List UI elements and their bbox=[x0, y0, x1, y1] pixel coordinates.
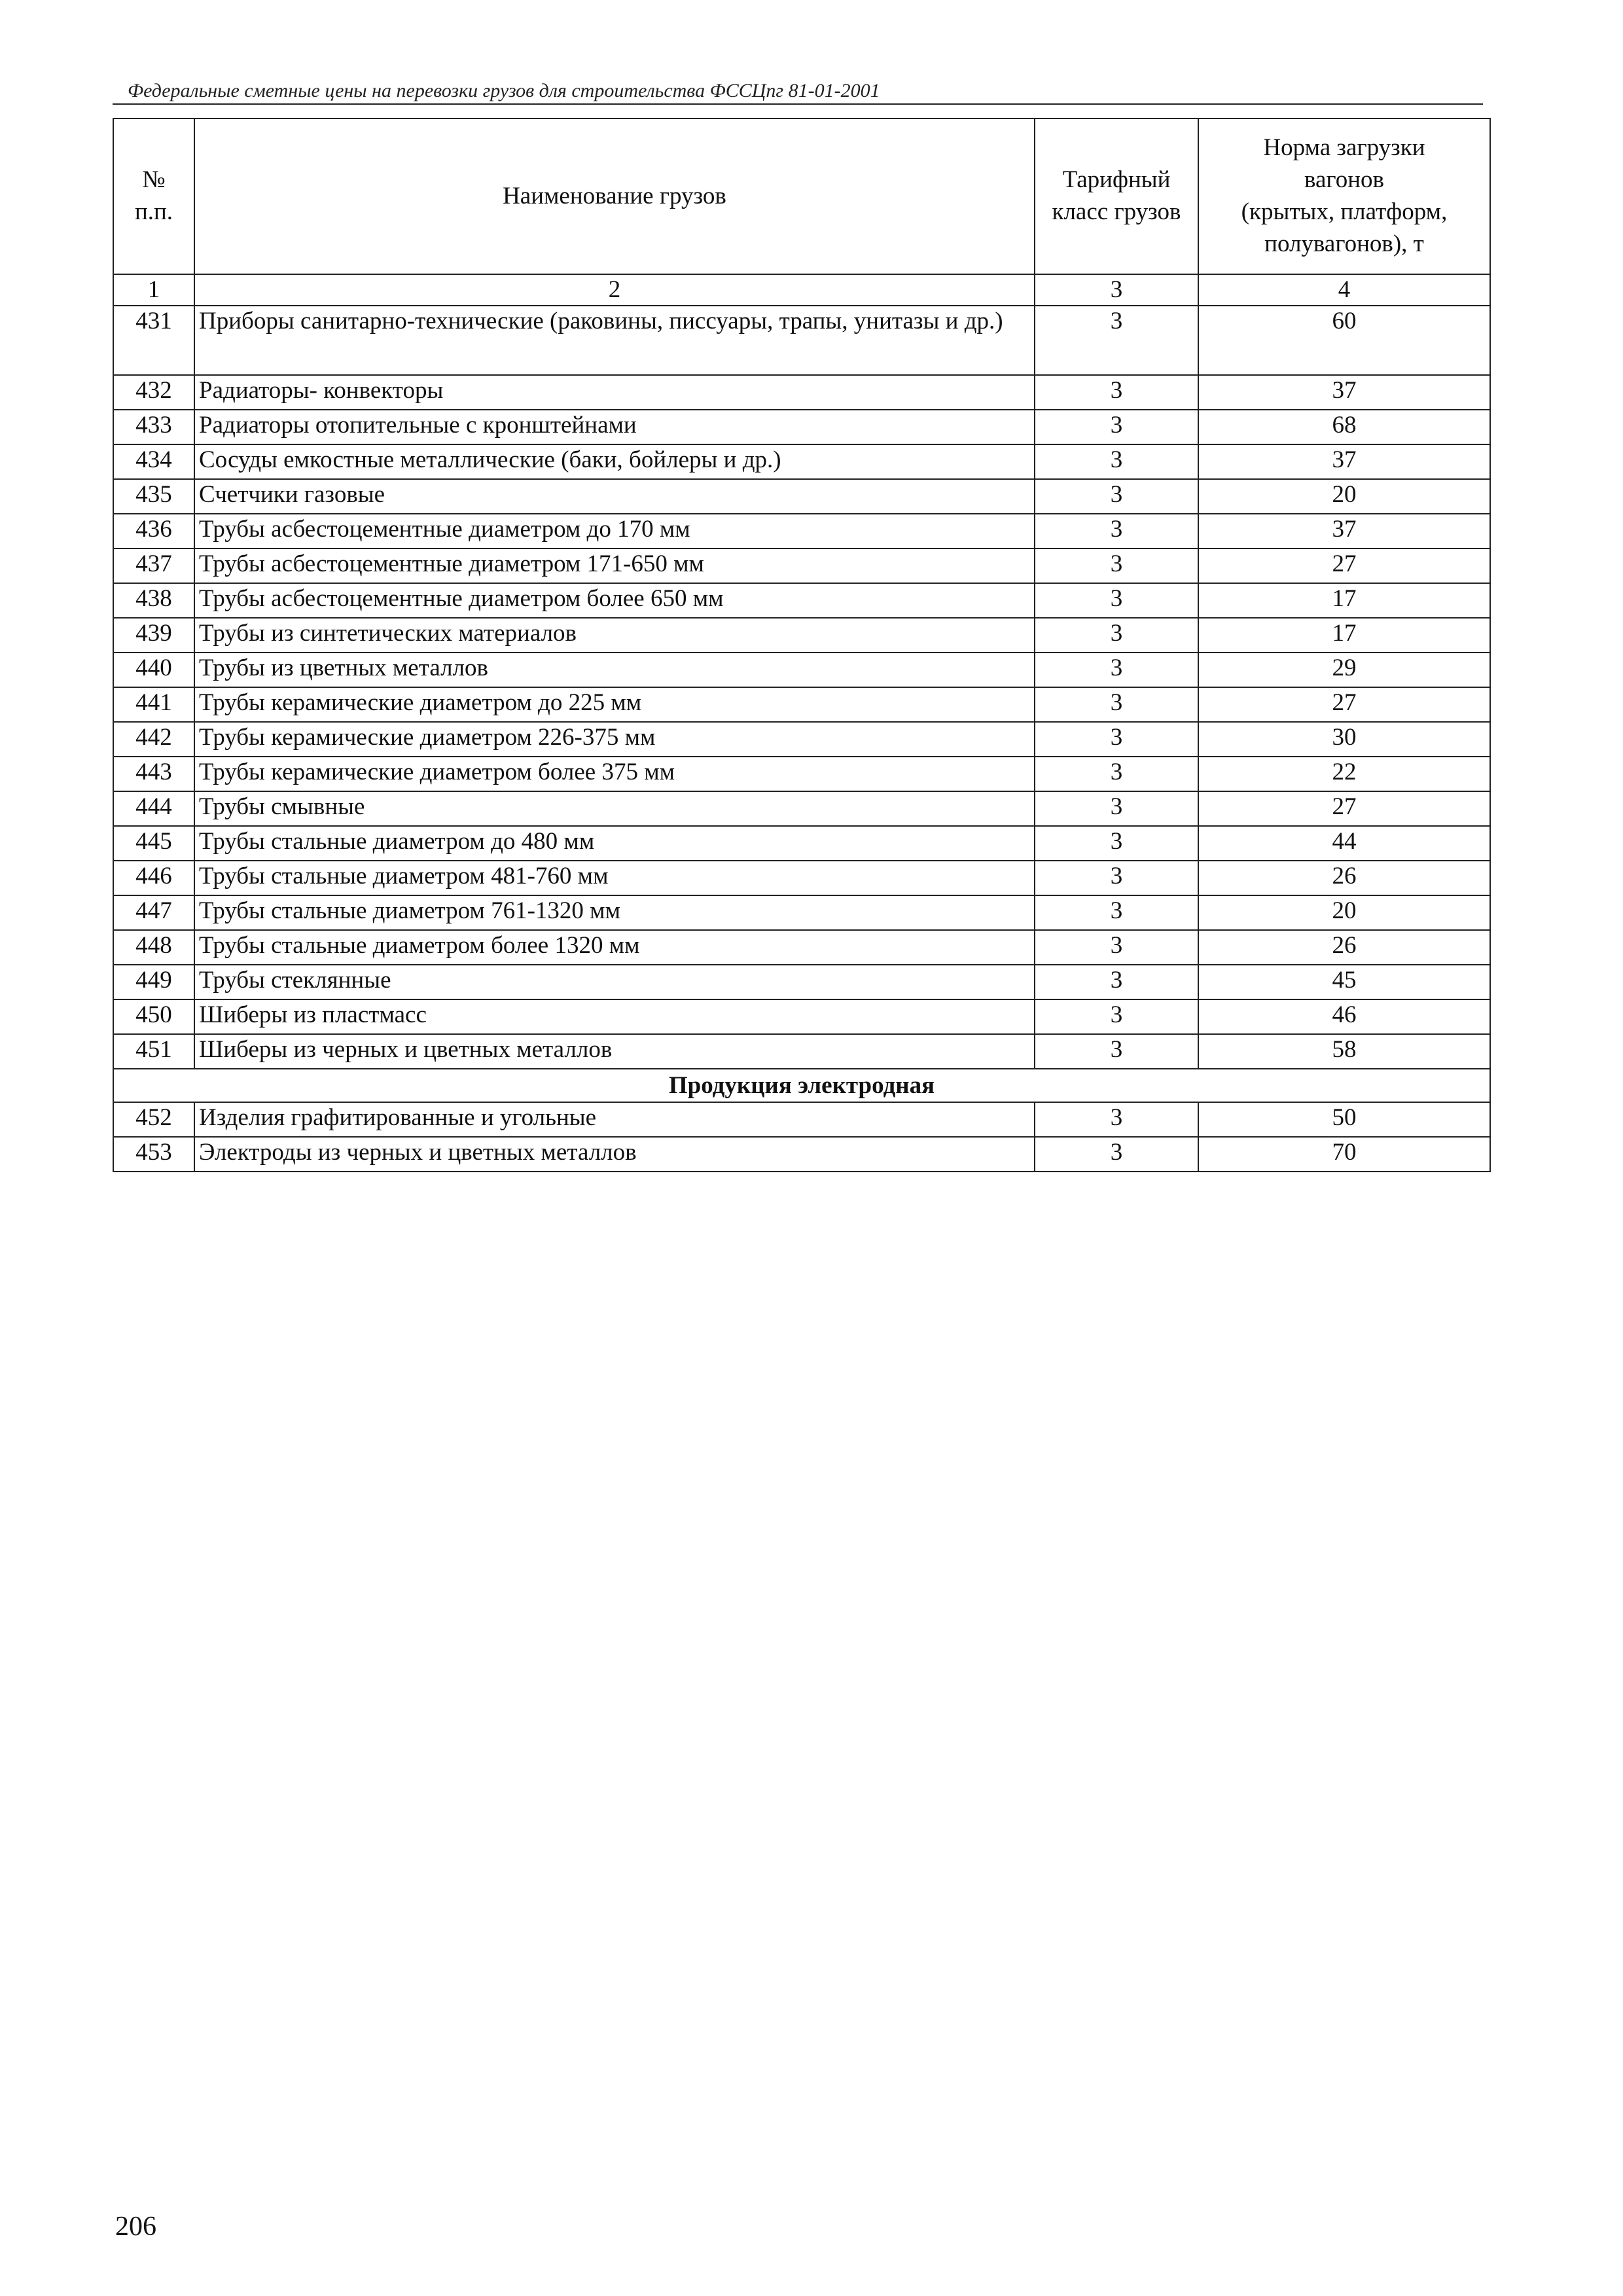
cell-name: Трубы керамические диаметром 226-375 мм bbox=[194, 722, 1035, 757]
cell-tariff-class: 3 bbox=[1035, 861, 1198, 895]
cell-tariff-class: 3 bbox=[1035, 1102, 1198, 1137]
cell-load-norm: 37 bbox=[1198, 375, 1490, 410]
cell-name: Сосуды емкостные металлические (баки, бойлеры и др.) bbox=[194, 444, 1035, 479]
cell-name: Трубы асбестоцементные диаметром до 170 мм bbox=[194, 514, 1035, 548]
column-number-row bbox=[113, 274, 1490, 306]
section-title: Продукция электродная bbox=[113, 1069, 1490, 1102]
cell-name: Трубы из цветных металлов bbox=[194, 653, 1035, 687]
running-header bbox=[113, 76, 1483, 105]
cell-tariff-class: 3 bbox=[1035, 1137, 1198, 1172]
table-row bbox=[113, 375, 1490, 410]
cell-number: 439 bbox=[113, 618, 194, 653]
cell-name: Трубы стальные диаметром более 1320 мм bbox=[194, 930, 1035, 965]
cell-name: Приборы санитарно-технические (раковины, писсуары, трапы, унитазы и др.) bbox=[194, 306, 1035, 375]
cell-tariff-class: 3 bbox=[1035, 722, 1198, 757]
cell-number: 434 bbox=[113, 444, 194, 479]
cell-tariff-class: 3 bbox=[1035, 548, 1198, 583]
cell-load-norm: 37 bbox=[1198, 444, 1490, 479]
cell-number: 442 bbox=[113, 722, 194, 757]
cell-load-norm: 20 bbox=[1198, 479, 1490, 514]
cell-name: Изделия графитированные и угольные bbox=[194, 1102, 1035, 1137]
table-row bbox=[113, 583, 1490, 618]
cell-number: 452 bbox=[113, 1102, 194, 1137]
cell-number: 433 bbox=[113, 410, 194, 444]
cell-load-norm: 58 bbox=[1198, 1034, 1490, 1069]
table-row bbox=[113, 895, 1490, 930]
cell-load-norm: 27 bbox=[1198, 687, 1490, 722]
cell-name: Трубы керамические диаметром более 375 мм bbox=[194, 757, 1035, 791]
running-title: Федеральные сметные цены на перевозки грузов для строительства ФССЦпг 81-01-2001 bbox=[128, 80, 880, 101]
cell-name: Шиберы из черных и цветных металлов bbox=[194, 1034, 1035, 1069]
table-row bbox=[113, 548, 1490, 583]
cell-load-norm: 29 bbox=[1198, 653, 1490, 687]
table-row bbox=[113, 965, 1490, 999]
cell-number: 431 bbox=[113, 306, 194, 375]
table-row bbox=[113, 791, 1490, 826]
table-row bbox=[113, 653, 1490, 687]
cell-name: Трубы асбестоцементные диаметром более 650 мм bbox=[194, 583, 1035, 618]
cell-name: Трубы стальные диаметром до 480 мм bbox=[194, 826, 1035, 861]
cell-name: Радиаторы- конвекторы bbox=[194, 375, 1035, 410]
table-row bbox=[113, 861, 1490, 895]
table-body bbox=[113, 306, 1490, 1172]
cell-load-norm: 37 bbox=[1198, 514, 1490, 548]
table-header-row bbox=[113, 118, 1490, 274]
cell-name: Трубы асбестоцементные диаметром 171-650 мм bbox=[194, 548, 1035, 583]
table-row bbox=[113, 687, 1490, 722]
cell-number: 445 bbox=[113, 826, 194, 861]
cell-tariff-class: 3 bbox=[1035, 514, 1198, 548]
column-header-name: Наименование грузов bbox=[194, 118, 1035, 274]
cell-tariff-class: 3 bbox=[1035, 965, 1198, 999]
table-row bbox=[113, 1102, 1490, 1137]
cell-tariff-class: 3 bbox=[1035, 999, 1198, 1034]
cargo-table bbox=[113, 118, 1491, 1172]
column-number: 3 bbox=[1035, 274, 1198, 306]
table-row bbox=[113, 930, 1490, 965]
cell-tariff-class: 3 bbox=[1035, 618, 1198, 653]
cell-tariff-class: 3 bbox=[1035, 687, 1198, 722]
cell-tariff-class: 3 bbox=[1035, 375, 1198, 410]
cell-number: 449 bbox=[113, 965, 194, 999]
cell-tariff-class: 3 bbox=[1035, 653, 1198, 687]
table-row bbox=[113, 999, 1490, 1034]
cell-tariff-class: 3 bbox=[1035, 479, 1198, 514]
cell-number: 436 bbox=[113, 514, 194, 548]
cell-load-norm: 22 bbox=[1198, 757, 1490, 791]
cell-name: Трубы смывные bbox=[194, 791, 1035, 826]
cell-number: 451 bbox=[113, 1034, 194, 1069]
cell-name: Трубы стальные диаметром 481-760 мм bbox=[194, 861, 1035, 895]
cell-number: 437 bbox=[113, 548, 194, 583]
cell-number: 453 bbox=[113, 1137, 194, 1172]
cell-number: 447 bbox=[113, 895, 194, 930]
table-row bbox=[113, 479, 1490, 514]
cell-load-norm: 68 bbox=[1198, 410, 1490, 444]
cell-number: 446 bbox=[113, 861, 194, 895]
cell-tariff-class: 3 bbox=[1035, 895, 1198, 930]
cell-name: Электроды из черных и цветных металлов bbox=[194, 1137, 1035, 1172]
table-row bbox=[113, 826, 1490, 861]
cell-load-norm: 46 bbox=[1198, 999, 1490, 1034]
cell-tariff-class: 3 bbox=[1035, 826, 1198, 861]
cell-load-norm: 27 bbox=[1198, 791, 1490, 826]
cell-tariff-class: 3 bbox=[1035, 583, 1198, 618]
column-header-load-norm: Норма загрузки вагонов (крытых, платформ, полувагонов), т bbox=[1198, 118, 1490, 274]
cell-name: Трубы стальные диаметром 761-1320 мм bbox=[194, 895, 1035, 930]
cell-number: 443 bbox=[113, 757, 194, 791]
cell-load-norm: 30 bbox=[1198, 722, 1490, 757]
cell-name: Шиберы из пластмасс bbox=[194, 999, 1035, 1034]
table-row bbox=[113, 618, 1490, 653]
cell-tariff-class: 3 bbox=[1035, 757, 1198, 791]
cell-number: 435 bbox=[113, 479, 194, 514]
cell-load-norm: 60 bbox=[1198, 306, 1490, 375]
column-header-tariff-class: Тарифный класс грузов bbox=[1035, 118, 1198, 274]
cell-tariff-class: 3 bbox=[1035, 930, 1198, 965]
section-row bbox=[113, 1069, 1490, 1102]
table-row bbox=[113, 757, 1490, 791]
table-row bbox=[113, 410, 1490, 444]
cell-tariff-class: 3 bbox=[1035, 1034, 1198, 1069]
cell-name: Радиаторы отопительные с кронштейнами bbox=[194, 410, 1035, 444]
column-number: 1 bbox=[113, 274, 194, 306]
cell-tariff-class: 3 bbox=[1035, 791, 1198, 826]
cell-number: 448 bbox=[113, 930, 194, 965]
column-number: 4 bbox=[1198, 274, 1490, 306]
cell-load-norm: 20 bbox=[1198, 895, 1490, 930]
cell-load-norm: 45 bbox=[1198, 965, 1490, 999]
cell-name: Трубы стеклянные bbox=[194, 965, 1035, 999]
page-number: 206 bbox=[115, 2212, 156, 2242]
column-number: 2 bbox=[194, 274, 1035, 306]
cell-load-norm: 44 bbox=[1198, 826, 1490, 861]
table-row bbox=[113, 1137, 1490, 1172]
cell-load-norm: 27 bbox=[1198, 548, 1490, 583]
cell-load-norm: 26 bbox=[1198, 861, 1490, 895]
cell-number: 438 bbox=[113, 583, 194, 618]
table-row bbox=[113, 1034, 1490, 1069]
cell-tariff-class: 3 bbox=[1035, 410, 1198, 444]
cell-load-norm: 17 bbox=[1198, 618, 1490, 653]
table-row bbox=[113, 306, 1490, 375]
cell-number: 432 bbox=[113, 375, 194, 410]
table-row bbox=[113, 722, 1490, 757]
cell-name: Трубы керамические диаметром до 225 мм bbox=[194, 687, 1035, 722]
cell-number: 450 bbox=[113, 999, 194, 1034]
table-row bbox=[113, 514, 1490, 548]
cell-number: 441 bbox=[113, 687, 194, 722]
cell-load-norm: 17 bbox=[1198, 583, 1490, 618]
cell-load-norm: 70 bbox=[1198, 1137, 1490, 1172]
cell-number: 444 bbox=[113, 791, 194, 826]
cell-name: Счетчики газовые bbox=[194, 479, 1035, 514]
cell-load-norm: 50 bbox=[1198, 1102, 1490, 1137]
cell-tariff-class: 3 bbox=[1035, 444, 1198, 479]
table-row bbox=[113, 444, 1490, 479]
cell-name: Трубы из синтетических материалов bbox=[194, 618, 1035, 653]
column-header-number: № п.п. bbox=[113, 118, 194, 274]
cell-tariff-class: 3 bbox=[1035, 306, 1198, 375]
cell-load-norm: 26 bbox=[1198, 930, 1490, 965]
cell-number: 440 bbox=[113, 653, 194, 687]
